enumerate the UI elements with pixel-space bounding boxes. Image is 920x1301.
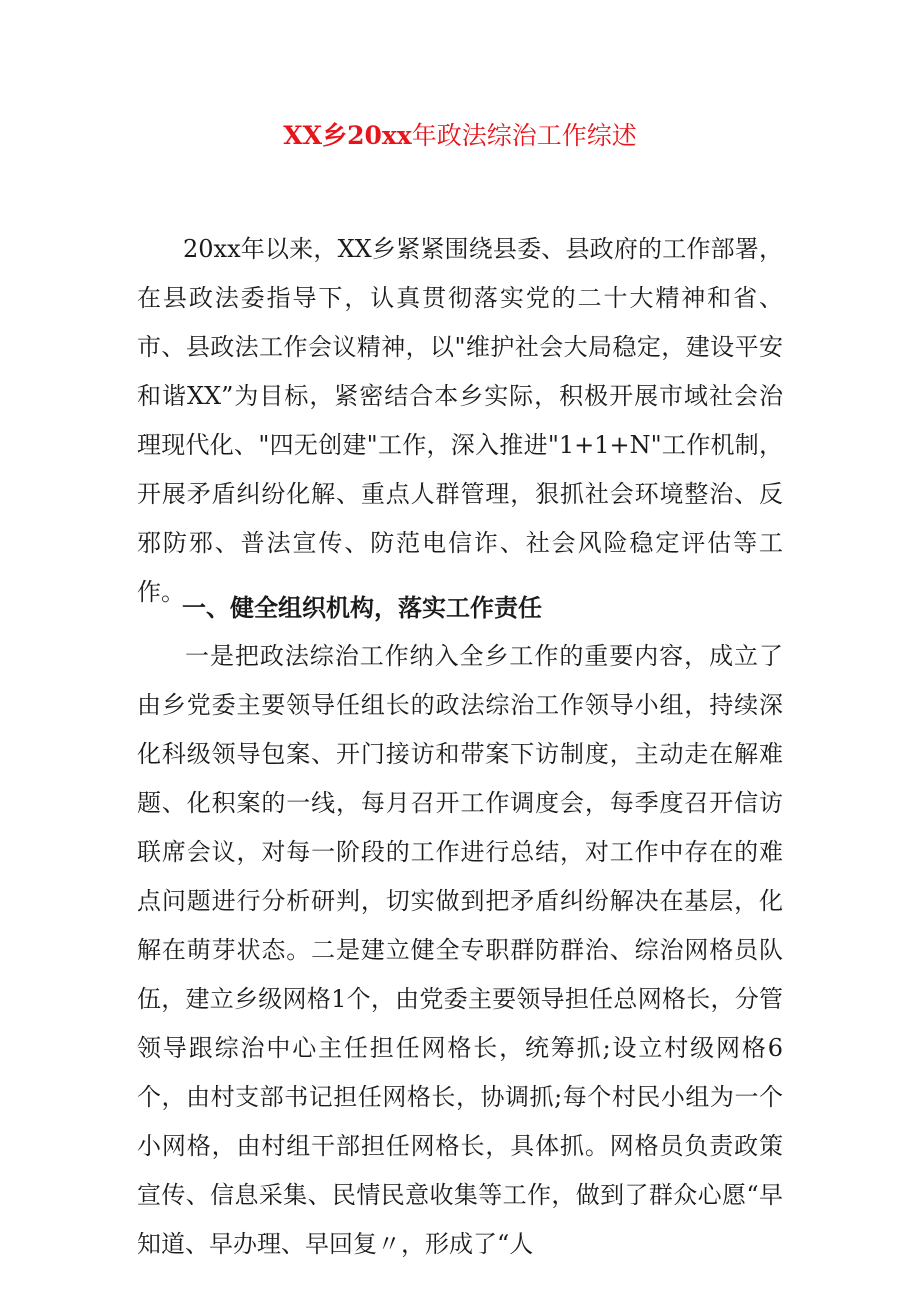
title-main: 年政法综治工作综述 xyxy=(411,121,637,150)
title-year: 20xx xyxy=(347,121,412,150)
title-prefix: XX乡 xyxy=(283,121,348,150)
intro-paragraph: 20xx年以来，XX乡紧紧围绕县委、县政府的工作部署，在县政法委指导下，认真贯彻落实党的二十大精神和省、市、县政法工作会议精神，以"维护社会大局稳定，建设平安和谐XX”为目标，紧密结合本乡实际，积极开展市域社会治理现代化、"四无创建"工作，深入推进"1+1+N"工作机制，开展矛盾纠纷化解、重点人群管理，狠抓社会环境整治、反邪防邪、普法宣传、防范电信诈、社会风险稳定评估等工作。 xyxy=(137,235,783,606)
page-title xyxy=(0,118,920,154)
section-heading: 一、健全组织机构，落实工作责任 xyxy=(182,593,542,622)
section-paragraph: 一是把政法综治工作纳入全乡工作的重要内容，成立了由乡党委主要领导任组长的政法综治工作领导小组，持续深化科级领导包案、开门接访和带案下访制度，主动走在解难题、化积案的一线，每月召开工作调度会，每季度召开信访联席会议，对每一阶段的工作进行总结，对工作中存在的难点问题进行分析研判，切实做到把矛盾纠纷解决在基层，化解在萌芽状态。二是建立健全专职群防群治、综治网格员队伍，建立乡级网格1个，由党委主要领导担任总网格长，分管领导跟综治中心主任担任网格长，统筹抓;设立村级网格6个，由村支部书记担任网格长，协调抓;每个村民小组为一个小网格，由村组干部担任网格长，具体抓。网格员负责政策宣传、信息采集、民情民意收集等工作，做到了群众心愿“早知道、早办理、早回复〃，形成了“人 xyxy=(137,642,783,1258)
